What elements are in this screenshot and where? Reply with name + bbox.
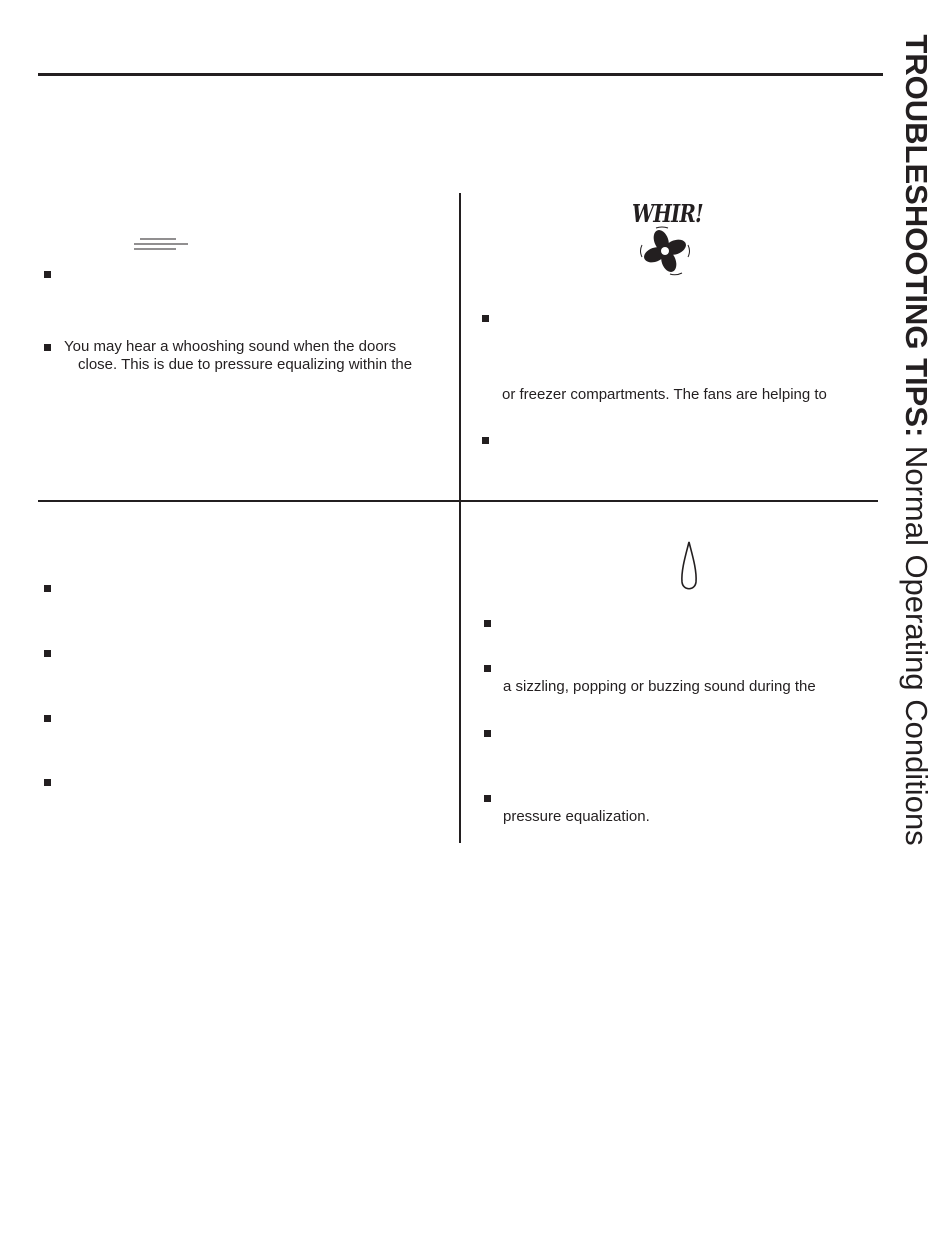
bullet-icon xyxy=(484,730,491,737)
water-drop-icon xyxy=(678,540,700,595)
body-text: pressure equalization. xyxy=(503,808,650,825)
page-title xyxy=(899,34,933,845)
bullet-icon xyxy=(482,437,489,444)
bullet-icon xyxy=(484,795,491,802)
bullet-icon xyxy=(44,715,51,722)
top-rule xyxy=(38,73,883,76)
whir-label: WHIR! xyxy=(632,199,703,228)
body-text: You may hear a whooshing sound when the doors xyxy=(64,338,397,355)
bullet-icon xyxy=(44,344,51,351)
bullet-icon xyxy=(482,315,489,322)
bullet-icon xyxy=(484,620,491,627)
body-text: close. This is due to pressure equalizing within the xyxy=(78,356,413,373)
bullet-icon xyxy=(484,665,491,672)
air-lines-icon xyxy=(132,236,190,252)
bullet-icon xyxy=(44,779,51,786)
bullet-icon xyxy=(44,650,51,657)
vertical-divider xyxy=(459,193,461,843)
bullet-icon xyxy=(44,585,51,592)
bullet-icon xyxy=(44,271,51,278)
fan-icon xyxy=(636,225,694,277)
page-title-bold: TROUBLESHOOTING TIPS: xyxy=(899,34,934,438)
body-text: a sizzling, popping or buzzing sound during the xyxy=(503,678,816,695)
body-text: or freezer compartments. The fans are helping to xyxy=(502,386,827,403)
horizontal-divider xyxy=(38,500,878,502)
page-title-regular: Normal Operating Conditions xyxy=(899,437,934,846)
